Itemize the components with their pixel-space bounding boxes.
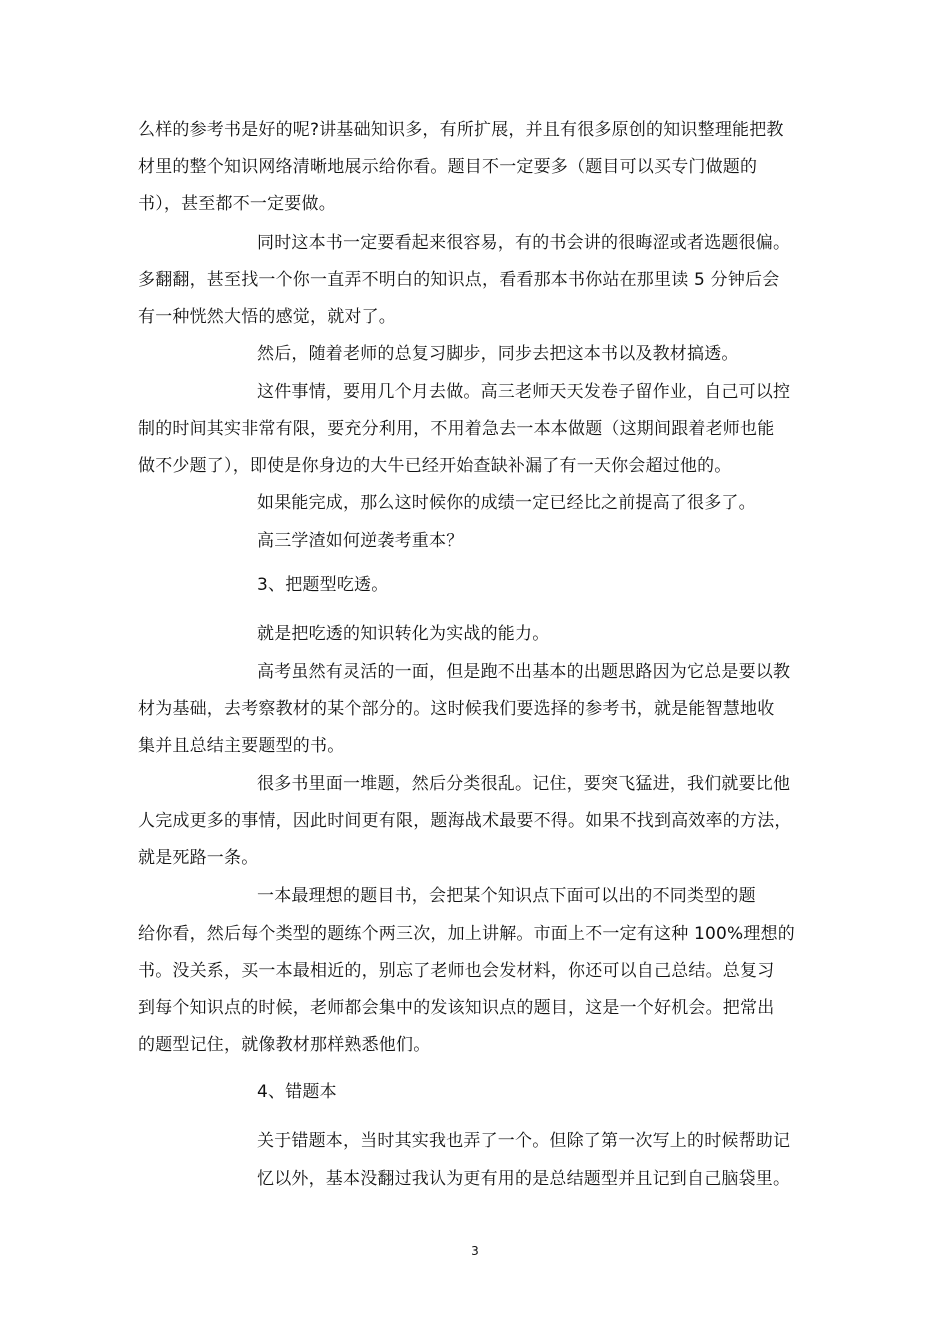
text-line: 做不少题了），即使是你身边的大牛已经开始查缺补漏了有一天你会超过他的。 xyxy=(138,456,732,476)
text-line: 就是死路一条。 xyxy=(138,848,259,868)
text-line: 么样的参考书是好的呢?讲基础知识多，有所扩展，并且有很多原创的知识整理能把教 xyxy=(138,120,784,140)
section-heading: 4、错题本 xyxy=(257,1082,337,1102)
page-number: 3 xyxy=(471,1244,479,1258)
text-line: 一本最理想的题目书，会把某个知识点下面可以出的不同类型的题 xyxy=(257,886,756,906)
text-line: 高考虽然有灵活的一面，但是跑不出基本的出题思路因为它总是要以教 xyxy=(257,662,791,682)
text-line: 制的时间其实非常有限，要充分利用，不用着急去一本本做题（这期间跟着老师也能 xyxy=(138,419,775,439)
text-line: 集并且总结主要题型的书。 xyxy=(138,736,345,756)
text-line: 材为基础，去考察教材的某个部分的。这时候我们要选择的参考书，就是能智慧地收 xyxy=(138,699,775,719)
text-line: 到每个知识点的时候，老师都会集中的发该知识点的题目，这是一个好机会。把常出 xyxy=(138,998,775,1018)
text-line: 人完成更多的事情，因此时间更有限，题海战术最要不得。如果不找到高效率的方法， xyxy=(138,811,792,831)
text-line: 就是把吃透的知识转化为实战的能力。 xyxy=(257,624,550,644)
text-line: 给你看，然后每个类型的题练个两三次，加上讲解。市面上不一定有这种 100%理想的 xyxy=(138,924,796,944)
text-line: 很多书里面一堆题，然后分类很乱。记住，要突飞猛进，我们就要比他 xyxy=(257,774,791,794)
text-line: 书。没关系，买一本最相近的，别忘了老师也会发材料，你还可以自己总结。总复习 xyxy=(138,961,775,981)
text-line: 同时这本书一定要看起来很容易，有的书会讲的很晦涩或者选题很偏。 xyxy=(257,233,791,253)
text-line: 材里的整个知识网络清晰地展示给你看。题目不一定要多（题目可以买专门做题的 xyxy=(138,157,758,177)
text-line: 书），甚至都不一定要做。 xyxy=(138,194,336,214)
text-line: 关于错题本，当时其实我也弄了一个。但除了第一次写上的时候帮助记 xyxy=(257,1131,791,1151)
text-line: 如果能完成，那么这时候你的成绩一定已经比之前提高了很多了。 xyxy=(257,493,756,513)
text-line: 有一种恍然大悟的感觉，就对了。 xyxy=(138,307,396,327)
section-heading: 3、把题型吃透。 xyxy=(257,575,389,595)
text-line: 这件事情，要用几个月去做。高三老师天天发卷子留作业，自己可以控 xyxy=(257,382,791,402)
text-line: 然后，随着老师的总复习脚步，同步去把这本书以及教材搞透。 xyxy=(257,344,739,364)
text-line: 的题型记住，就像教材那样熟悉他们。 xyxy=(138,1035,431,1055)
text-line: 多翻翻，甚至找一个你一直弄不明白的知识点，看看那本书你站在那里读 5 分钟后会 xyxy=(138,270,780,290)
text-line: 忆以外，基本没翻过我认为更有用的是总结题型并且记到自己脑袋里。 xyxy=(257,1169,791,1189)
section-heading: 高三学渣如何逆袭考重本？ xyxy=(257,531,464,551)
